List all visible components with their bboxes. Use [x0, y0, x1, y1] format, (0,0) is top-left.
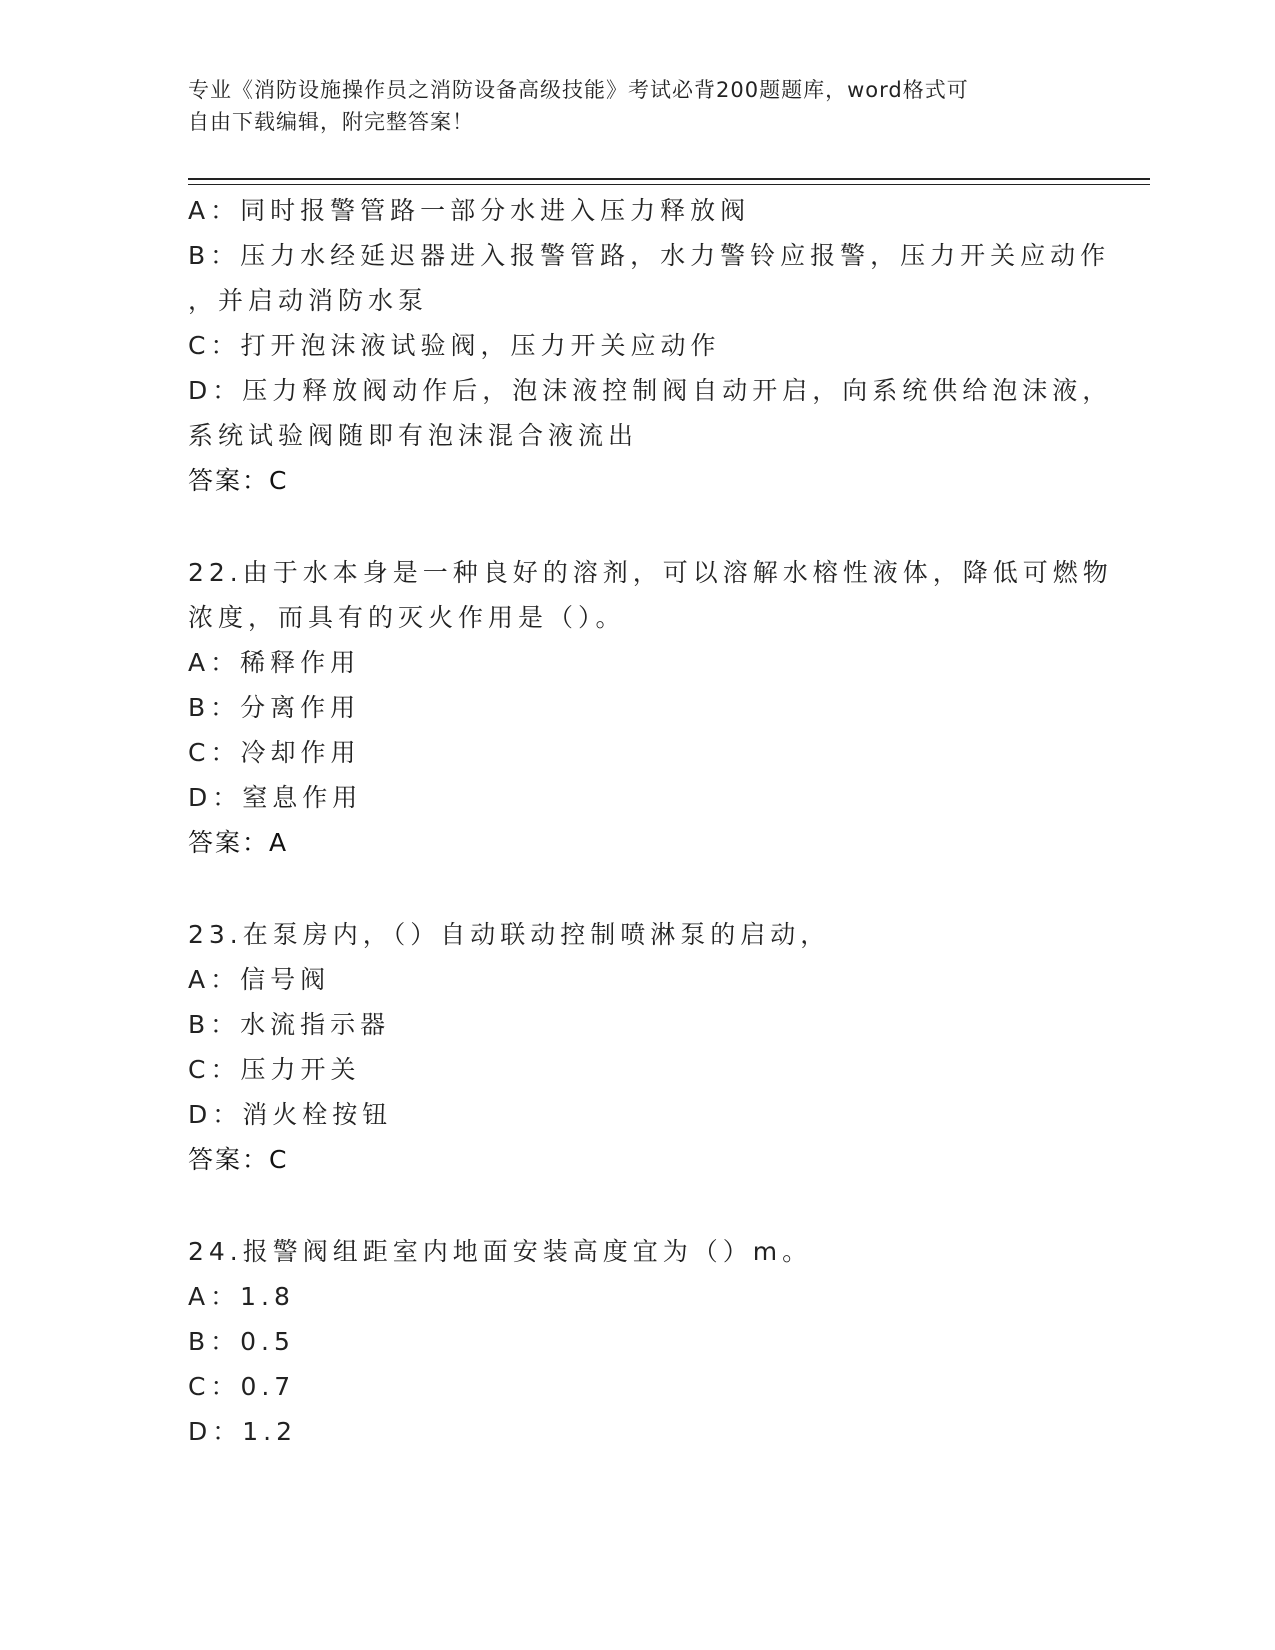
option-line: C：冷却作用 [188, 738, 361, 767]
option-line: B：压力水经延迟器进入报警管路，水力警铃应报警，压力开关应动作 [188, 241, 1111, 270]
option-line: A：同时报警管路一部分水进入压力释放阀 [188, 196, 751, 225]
option-line: C：打开泡沫液试验阀，压力开关应动作 [188, 331, 721, 360]
option-line: B：分离作用 [188, 693, 361, 722]
answer-line: 答案：A [188, 828, 289, 857]
option-line: A：稀释作用 [188, 648, 361, 677]
option-line: D：压力释放阀动作后，泡沫液控制阀自动开启，向系统供给泡沫液， [188, 376, 1113, 405]
question-21 [188, 188, 1113, 503]
option-line: ，并启动消防水泵 [188, 286, 429, 315]
header-line-1: 专业《消防设施操作员之消防设备高级技能》考试必背200题题库，word格式可 [188, 78, 969, 102]
question-23 [188, 912, 1088, 1182]
option-line: C：压力开关 [188, 1055, 361, 1084]
spacer [188, 1182, 1088, 1229]
header-line-2: 自由下载编辑，附完整答案！ [188, 110, 474, 134]
question-stem-line: 24.报警阀组距室内地面安装高度宜为（）m。 [188, 1237, 813, 1266]
option-line: B：水流指示器 [188, 1010, 391, 1039]
option-line: D：1.2 [188, 1417, 298, 1446]
option-line: B：0.5 [188, 1327, 295, 1356]
question-stem-line: 23.在泵房内，（）自动联动控制喷淋泵的启动， [188, 920, 831, 949]
option-line: 系统试验阀随即有泡沫混合液流出 [188, 421, 639, 450]
question-stem-line: 浓度，而具有的灭火作用是（）。 [188, 603, 626, 632]
spacer [188, 865, 1088, 912]
option-line: D：窒息作用 [188, 783, 363, 812]
option-line: D：消火栓按钮 [188, 1100, 393, 1129]
option-line: C：0.7 [188, 1372, 296, 1401]
answer-line: 答案：C [188, 466, 289, 495]
question-stem-line: 22.由于水本身是一种良好的溶剂，可以溶解水榕性液体，降低可燃物 [188, 558, 1113, 587]
spacer [188, 503, 1088, 550]
option-line: A：1.8 [188, 1282, 295, 1311]
answer-line: 答案：C [188, 1145, 289, 1174]
option-line: A：信号阀 [188, 965, 331, 994]
header-divider-thick [188, 178, 1150, 180]
question-24 [188, 1229, 1088, 1454]
questions-body [188, 188, 1113, 1454]
question-22 [188, 550, 1113, 865]
document-header [188, 74, 1088, 138]
header-divider-thin [188, 184, 1150, 185]
